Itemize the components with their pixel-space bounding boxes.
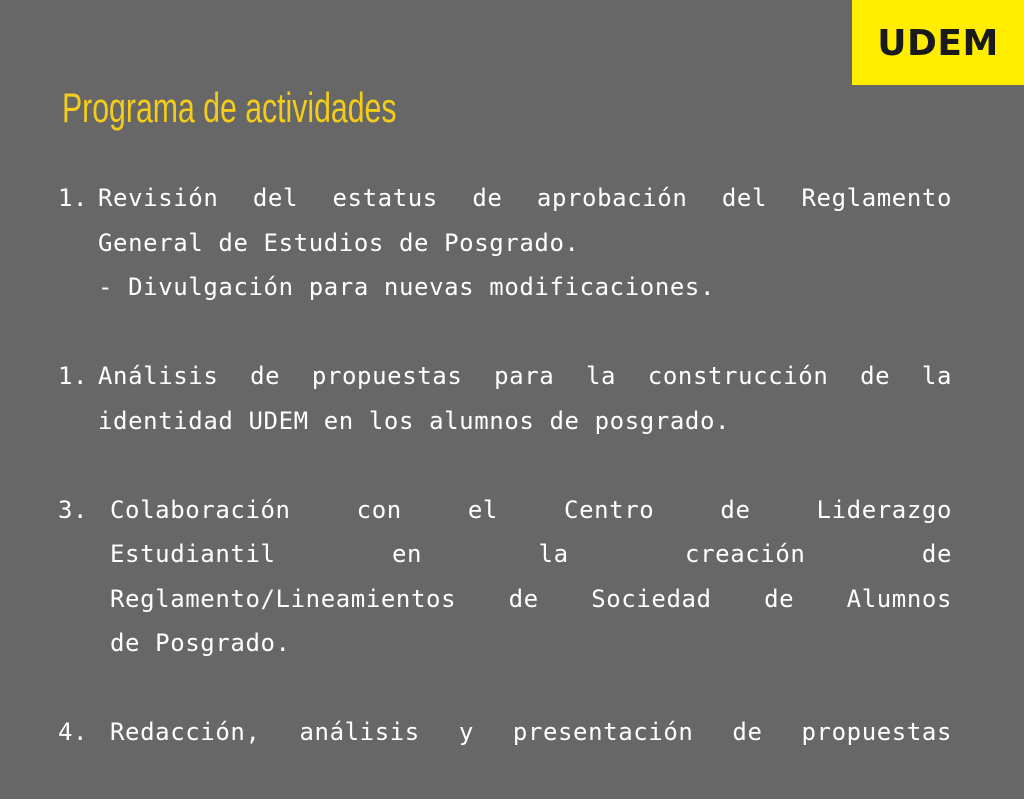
item-text — [98, 176, 952, 310]
item-line: Análisis de propuestas para la construcción de la — [98, 362, 952, 390]
item-number: 1. — [58, 362, 89, 390]
slide-title: Programa de actividades — [62, 84, 397, 131]
item-line: - Divulgación para nuevas modificaciones. — [98, 273, 716, 301]
item-line: Revisión del estatus de aprobación del Reglamento — [98, 184, 952, 212]
logo-text: UDEM — [877, 23, 999, 64]
item-text — [98, 354, 952, 443]
item-number: 4. — [58, 718, 89, 746]
item-line: General de Estudios de Posgrado. — [98, 228, 580, 257]
item-line: identidad UDEM en los alumnos de posgrado. — [98, 406, 731, 435]
item-text — [110, 488, 952, 666]
list-item — [58, 488, 952, 666]
item-line: Reglamento/Lineamientos de Sociedad de Alumnos — [110, 584, 952, 613]
list-item — [58, 710, 952, 755]
list-item — [58, 176, 952, 310]
item-number: 1. — [58, 184, 89, 212]
activity-list — [58, 176, 952, 799]
item-line: Redacción, análisis y presentación de propuestas — [110, 718, 952, 746]
item-line: Estudiantil en la creación de — [110, 540, 952, 568]
item-line: Colaboración con el Centro de Liderazgo — [110, 495, 952, 524]
item-text — [110, 710, 952, 755]
item-number: 3. — [58, 495, 89, 524]
udem-logo — [852, 0, 1024, 85]
list-item — [58, 354, 952, 443]
item-line: de Posgrado. — [110, 629, 291, 657]
